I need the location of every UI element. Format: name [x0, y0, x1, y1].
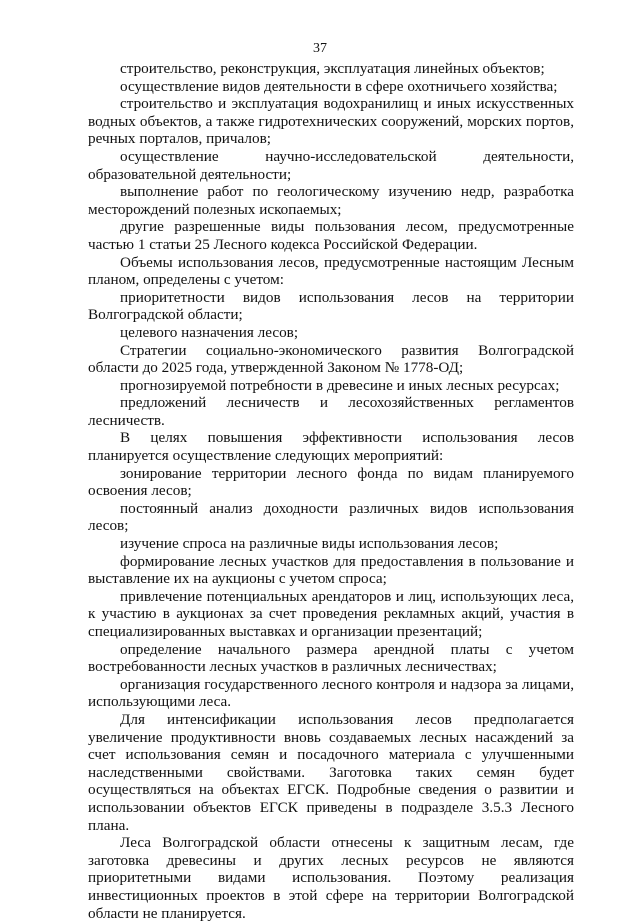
document-body — [88, 60, 574, 922]
paragraph-purpose: целевого назначения лесов; — [120, 323, 299, 341]
paragraph-other-uses: другие разрешенные виды пользования лесом, предусмотренные частью 1 статьи 25 Лесного кодекса Российской Федерации. — [88, 218, 574, 253]
paragraph-reservoirs: строительство и эксплуатация водохранилищ и иных искусственных водных объектов, а также гидротехнических сооружений, морских портов, речных порталов, причалов; — [88, 95, 574, 148]
paragraph-demand-forecast: прогнозируемой потребности в древесине и иных лесных ресурсах; — [120, 376, 560, 394]
paragraph-proposals: предложений лесничеств и лесохозяйственных регламентов лесничеств. — [88, 394, 574, 429]
paragraph-rent-pricing: определение начального размера арендной платы с учетом востребованности лесных участков в различных лесничествах; — [88, 640, 574, 676]
paragraph-attracting-tenants: привлечение потенциальных арендаторов и лиц, использующих леса, к участию в аукционах за счет проведения рекламных акций, участия в специализированных выставках и организации презентаций; — [88, 587, 574, 640]
paragraph-strategy: Стратегии социально-экономического развития Волгоградской области до 2025 года, утвержденной Законом № 1778-ОД; — [88, 341, 574, 377]
paragraph-hunting: осуществление видов деятельности в сфере охотничьего хозяйства; — [120, 77, 558, 95]
paragraph-measures-intro: В целях повышения эффективности использования лесов планируется осуществление следующих мероприятий: — [88, 429, 574, 465]
page-number: 37 — [313, 41, 327, 56]
paragraph-plots-formation: формирование лесных участков для предоставления в пользование и выставление их на аукционы с учетом спроса; — [88, 552, 574, 588]
paragraph-geology: выполнение работ по геологическому изучению недр, разработка месторождений полезных ископаемых; — [88, 183, 574, 218]
paragraph-demand-study: изучение спроса на различные виды использования лесов; — [120, 535, 499, 553]
paragraph-volumes-intro: Объемы использования лесов, предусмотренные настоящим Лесным планом, определены с учетом: — [88, 253, 574, 289]
paragraph-zoning: зонирование территории лесного фонда по видам планируемого освоения лесов; — [88, 464, 574, 500]
paragraph-intensification: Для интенсификации использования лесов предполагается увеличение продуктивности вновь создаваемых лесных насаждений за счет использования семян и посадочного материала с улучшенными наследственными свойствами. Заготовка таких семян будет осуществляться на объектах ЕГСК. Подробные сведения о развитии и использовании объектов ЕГСК приведены в подразделе 3.5.3 Лесного плана. — [88, 710, 574, 834]
paragraph-protective-forests: Леса Волгоградской области отнесены к защитным лесам, где заготовка древесины и других лесных ресурсов не являются приоритетными видами использования. Поэтому реализация инвестиционных проектов в этой сфере на территории Волгоградской области не планируется. — [88, 834, 574, 922]
paragraph-linear-objects: строительство, реконструкция, эксплуатация линейных объектов; — [120, 60, 545, 77]
paragraph-priority: приоритетности видов использования лесов на территории Волгоградской области; — [88, 288, 574, 324]
paragraph-forest-control: организация государственного лесного контроля и надзора за лицами, использующими леса. — [88, 675, 574, 711]
paragraph-research: осуществление научно-исследовательской деятельности, образовательной деятельности; — [88, 147, 574, 183]
paragraph-profitability: постоянный анализ доходности различных видов использования лесов; — [88, 499, 574, 535]
